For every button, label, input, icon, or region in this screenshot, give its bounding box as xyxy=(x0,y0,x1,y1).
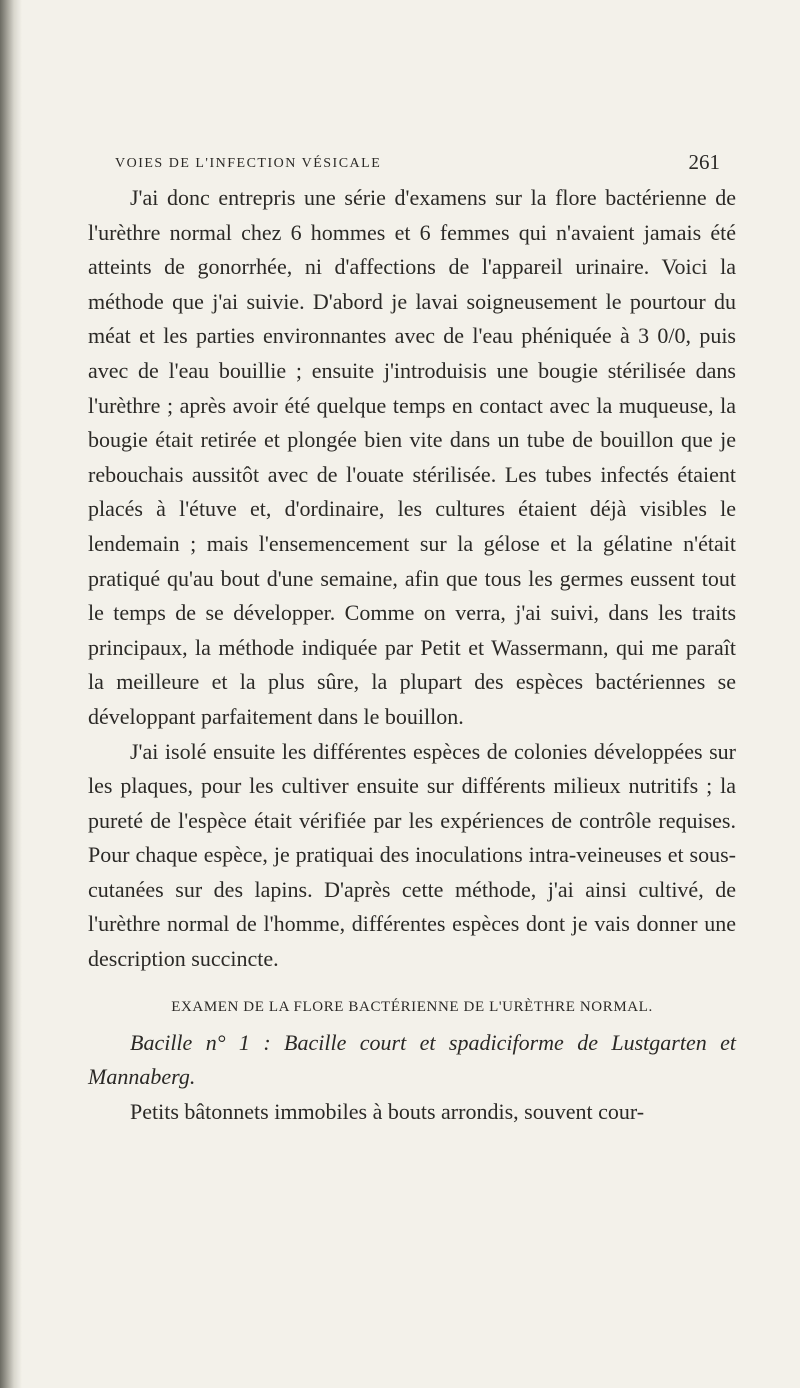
running-head xyxy=(70,150,760,180)
body-text xyxy=(88,181,736,1129)
bacillus-title: Bacille n° 1 : Bacille court et spadiciforme de Lustgarten et Mannaberg. xyxy=(88,1029,736,1090)
paragraph-method: J'ai donc entrepris une série d'examens sur la flore bactérienne de l'urèthre normal chez 6 hommes et 6 femmes qui n'avaient jamais été atteints de gonorrhée, ni d'affections de l'appareil urinaire. Voici la méthode que j'ai suivie. D'abord je lavai soigneusement le pourtour du méat et les parties environnantes avec de l'eau phéniquée à 3 0/0, puis avec de l'eau bouillie ; ensuite j'introduisis une bougie stérilisée dans l'urèthre ; après avoir été quelque temps en contact avec la muqueuse, la bougie était retirée et plongée bien vite dans un tube de bouillon que je rebouchais aussitôt avec de l'ouate stérilisée. Les tubes infectés étaient placés à l'étuve et, d'ordinaire, les cultures étaient déjà visibles le lendemain ; mais l'ensemencement sur la gélose et la gélatine n'était pratiqué qu'au bout d'une semaine, afin que tous les germes eussent tout le temps de se développer. Comme on verra, j'ai suivi, dans les traits principaux, la méthode indiquée par Petit et Wassermann, qui me paraît la meilleure et la plus sûre, la plupart des espèces bactériennes se développant parfaitement dans le bouillon. xyxy=(88,185,736,729)
paragraph-isolation: J'ai isolé ensuite les différentes espèces de colonies développées sur les plaques, pour les cultiver ensuite sur différents milieux nutritifs ; la pureté de l'espèce était vérifiée par les expériences de contrôle requises. Pour chaque espèce, je pratiquai des inoculations intra-veineuses et sous-cutanées sur des lapins. D'après cette méthode, j'ai ainsi cultivé, de l'urèthre normal de l'homme, différentes espèces dont je vais donner une description succincte. xyxy=(88,738,736,972)
page-number: 261 xyxy=(688,150,720,174)
book-page xyxy=(70,0,760,1388)
bacillus-description: Petits bâtonnets immobiles à bouts arrondis, souvent cour- xyxy=(130,1098,645,1124)
book-binding-shadow xyxy=(0,0,22,1388)
section-heading: EXAMEN DE LA FLORE BACTÉRIENNE DE L'URÈTHRE NORMAL. xyxy=(171,998,653,1015)
running-title: VOIES DE L'INFECTION VÉSICALE xyxy=(115,156,382,171)
